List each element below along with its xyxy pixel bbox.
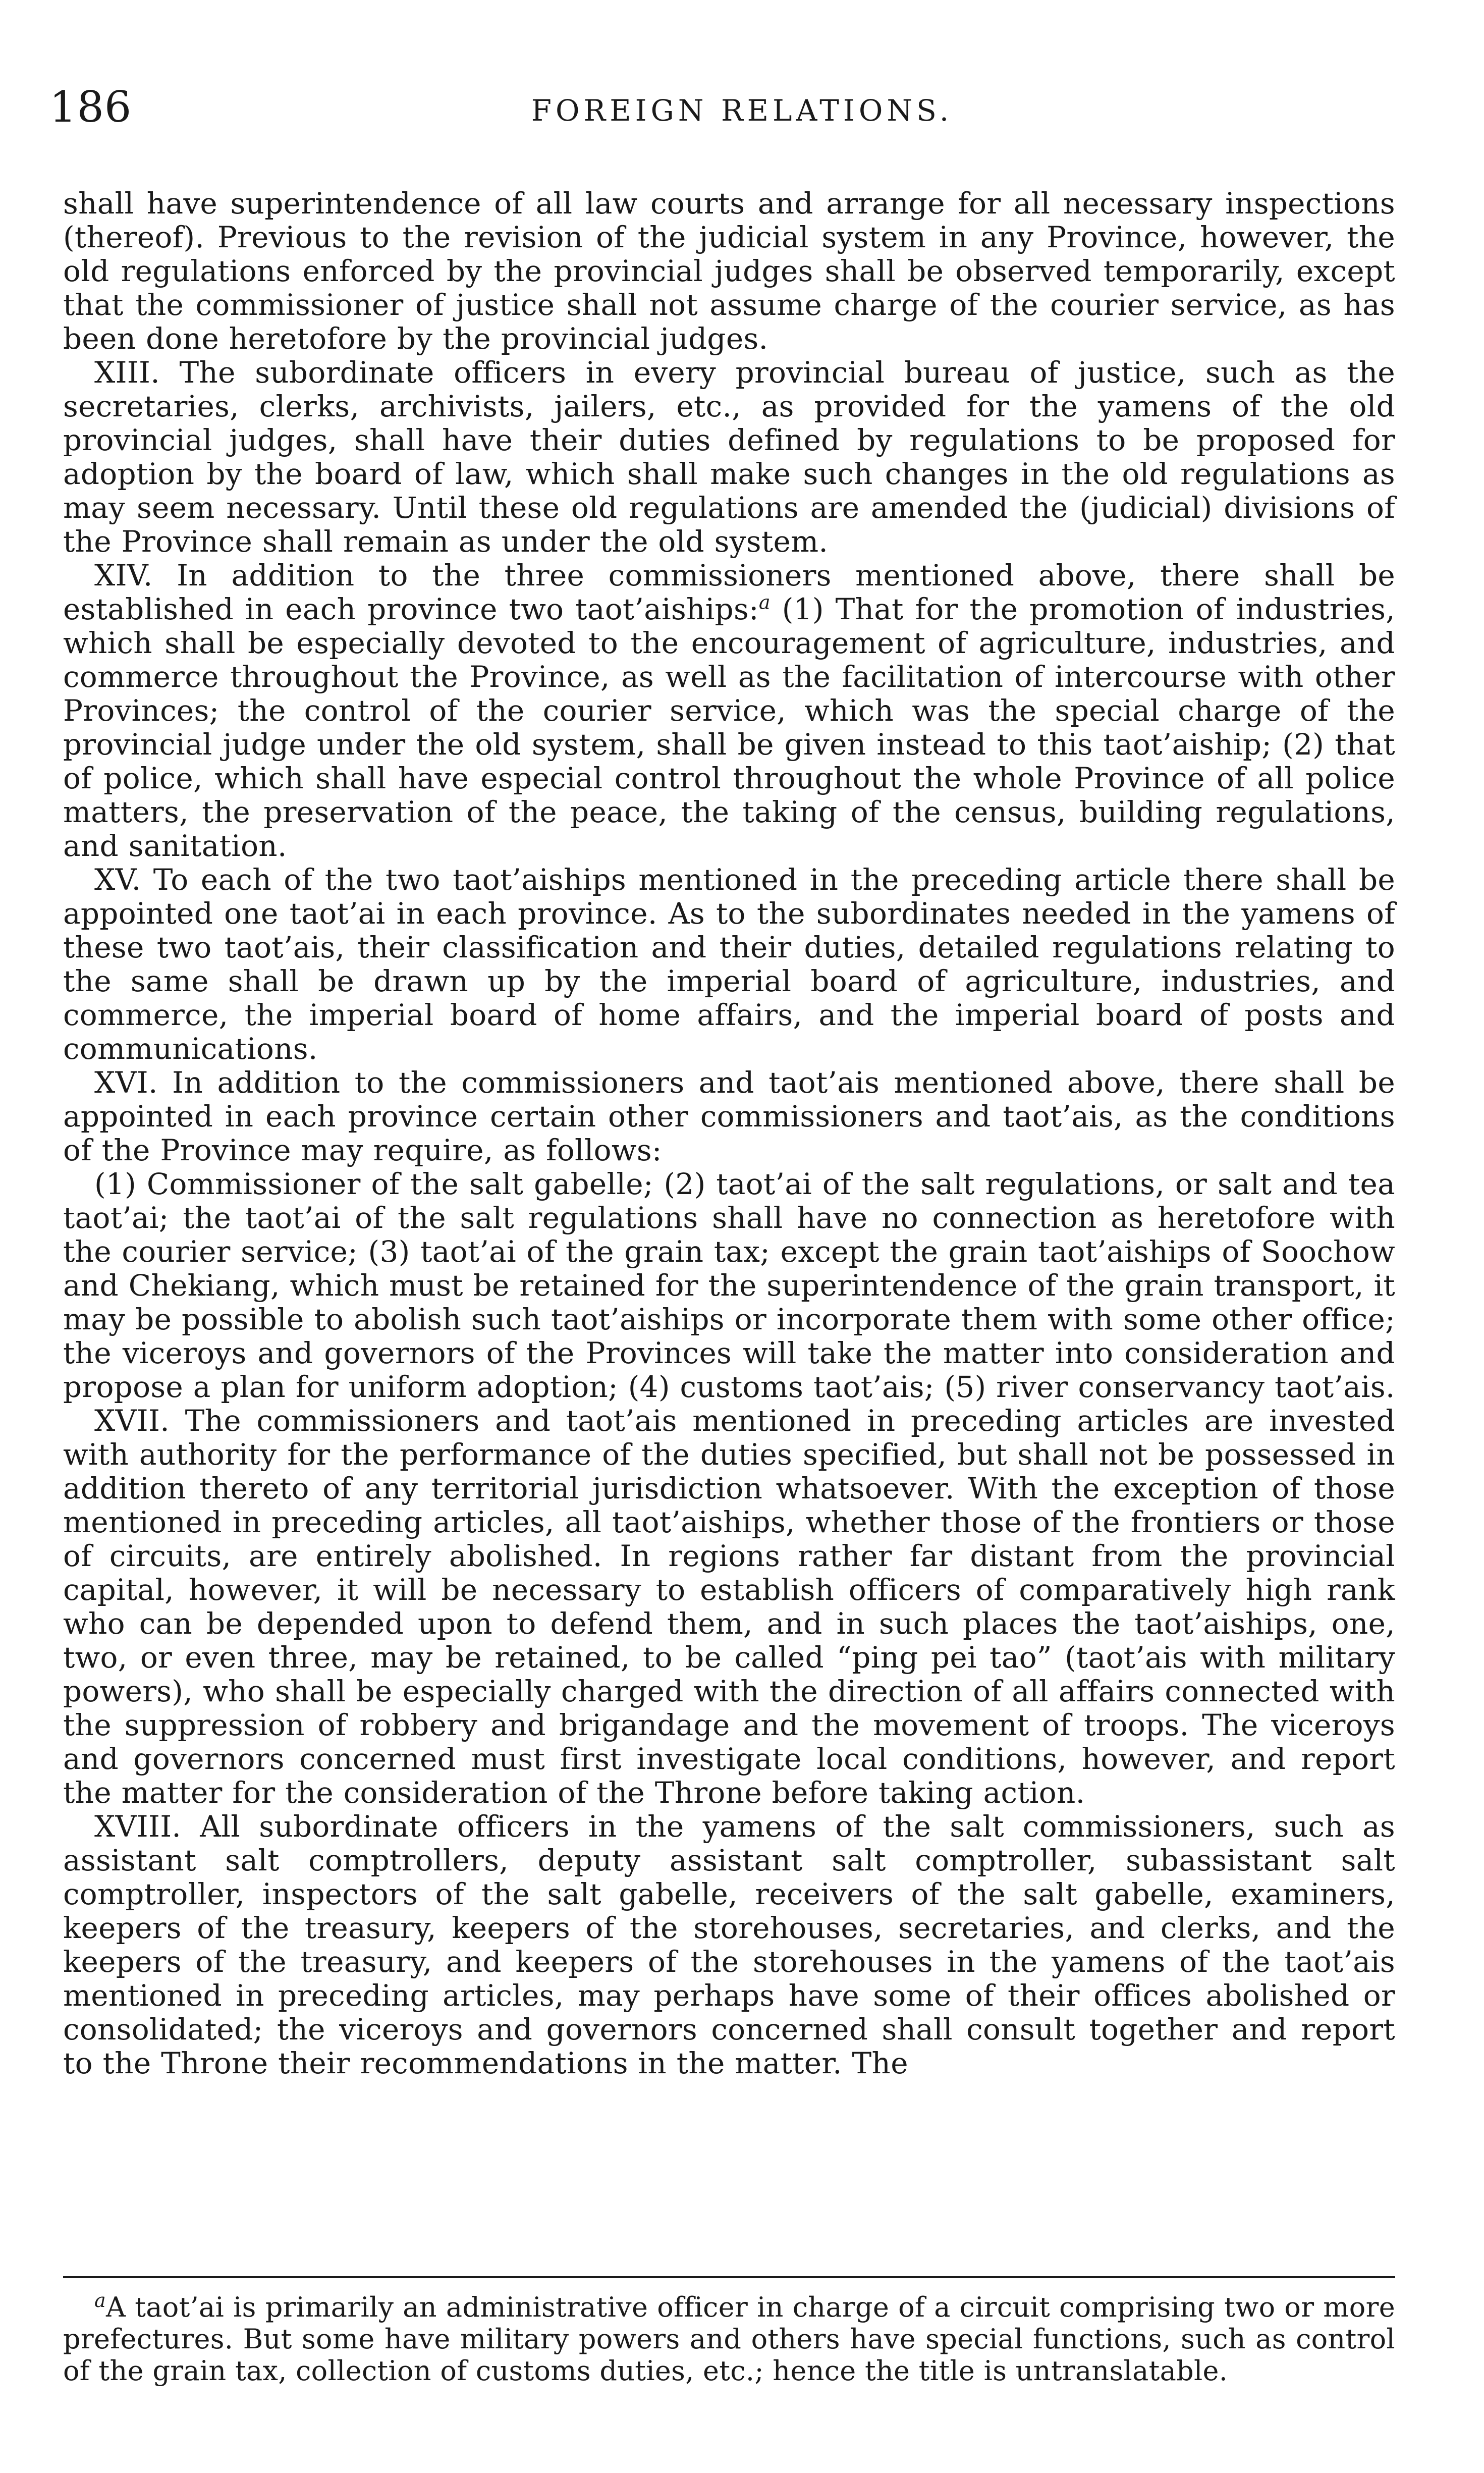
article-xviii: XVIII. All subordinate officers in the yamens of the salt commissioners, such as assistant salt comptrollers, deputy assistant salt comptroller, subassistant salt comptroller, inspectors of the salt gabelle, receivers of the salt gabelle, examiners, keepers of the treasury, keepers of the storehouses, secretaries, and clerks, and the keepers of the treasury, and keepers of the storehouses in the yamens of the taot’ais mentioned in preceding articles, may perhaps have some of their offices abolished or consolidated; the viceroys and governors concerned shall consult together and report to the Throne their recommendations in the matter. The [63, 1809, 1395, 2080]
footnote-text: A taot’ai is primarily an administrative officer in charge of a circuit comprising two or more prefectures. But some have military powers and others have special functions, such as control of the grain tax, collection of customs duties, etc.; hence the title is untranslatable. [63, 2291, 1395, 2387]
footnote-reference-marker: a [758, 591, 771, 614]
body-text [63, 187, 1395, 2080]
article-xv: XV. To each of the two taot’aiships mentioned in the preceding article there shall be appointed one taot’ai in each province. As to the subordinates needed in the yamens of these two taot’ais, their classification and their duties, detailed regulations relating to the same shall be drawn up by the imperial board of agriculture, industries, and commerce, the imperial board of home affairs, and the imperial board of posts and communications. [63, 863, 1395, 1066]
article-xiv-text-a: XIV. In addition to the three commissioners mentioned above, there shall be established in each province two taot’aiships: [63, 558, 1395, 626]
article-xvii: XVII. The commissioners and taot’ais mentioned in preceding articles are invested with authority for the performance of the duties specified, but shall not be possessed in addition thereto of any territorial jurisdiction whatsoever. With the exception of those mentioned in preceding articles, all taot’aiships, whether those of the frontiers or those of circuits, are entirely abolished. In regions rather far distant from the provincial capital, however, it will be necessary to establish officers of comparatively high rank who can be depended upon to defend them, and in such places the taot’aiships, one, two, or even three, may be retained, to be called “ping pei tao” (taot’ais with military powers), who shall be especially charged with the direction of all affairs connected with the suppression of robbery and brigandage and the movement of troops. The viceroys and governors concerned must first investigate local conditions, however, and report the matter for the consideration of the Throne before taking action. [63, 1404, 1395, 1810]
article-xvi: XVI. In addition to the commissioners and taot’ais mentioned above, there shall be appointed in each province certain other commissioners and taot’ais, as the conditions of the Province may require, as follows: [63, 1065, 1395, 1167]
article-xiii: XIII. The subordinate officers in every provincial bureau of justice, such as the secretaries, clerks, archivists, jailers, etc., as provided for the yamens of the old provincial judges, shall have their duties defined by regulations to be proposed for adoption by the board of law, which shall make such changes in the old regulations as may seem necessary. Until these old regulations are amended the (judicial) divisions of the Province shall remain as under the old system. [63, 355, 1395, 559]
article-xiv [63, 559, 1395, 863]
paragraph-intro: shall have superintendence of all law courts and arrange for all necessary inspections (thereof). Previous to the revision of the judicial system in any Province, however, the old regulations enforced by the provincial judges shall be observed temporarily, except that the commissioner of justice shall not assume charge of the courier service, as has been done heretofore by the provincial judges. [63, 186, 1395, 356]
footnote [63, 2291, 1395, 2387]
page-number: 186 [49, 82, 132, 132]
running-head: FOREIGN RELATIONS. [531, 93, 953, 128]
article-xvi-list: (1) Commissioner of the salt gabelle; (2) taot’ai of the salt regulations, or salt and tea taot’ai; the taot’ai of the salt regulations shall have no connection as heretofore with the courier service; (3) taot’ai of the grain tax; except the grain taot’aiships of Soochow and Chekiang, which must be retained for the superintendence of the grain transport, it may be possible to abolish such taot’aiships or incorporate them with some other office; the viceroys and governors of the Provinces will take the matter into consideration and propose a plan for uniform adoption; (4) customs taot’ais; (5) river conservancy taot’ais. [63, 1167, 1395, 1404]
footnote-divider [63, 2276, 1395, 2278]
article-xiv-text-b: (1) That for the promotion of industries, which shall be especially devoted to the encouragement of agriculture, industries, and commerce throughout the Province, as well as the facilitation of intercourse with other Provinces; the control of the courier service, which was the special charge of the provincial judge under the old system, shall be given instead to this taot’aiship; (2) that of police, which shall have especial control throughout the whole Province of all police matters, the preservation of the peace, the taking of the census, building regulations, and sanitation. [63, 592, 1395, 863]
footnote-marker: a [94, 2289, 106, 2311]
